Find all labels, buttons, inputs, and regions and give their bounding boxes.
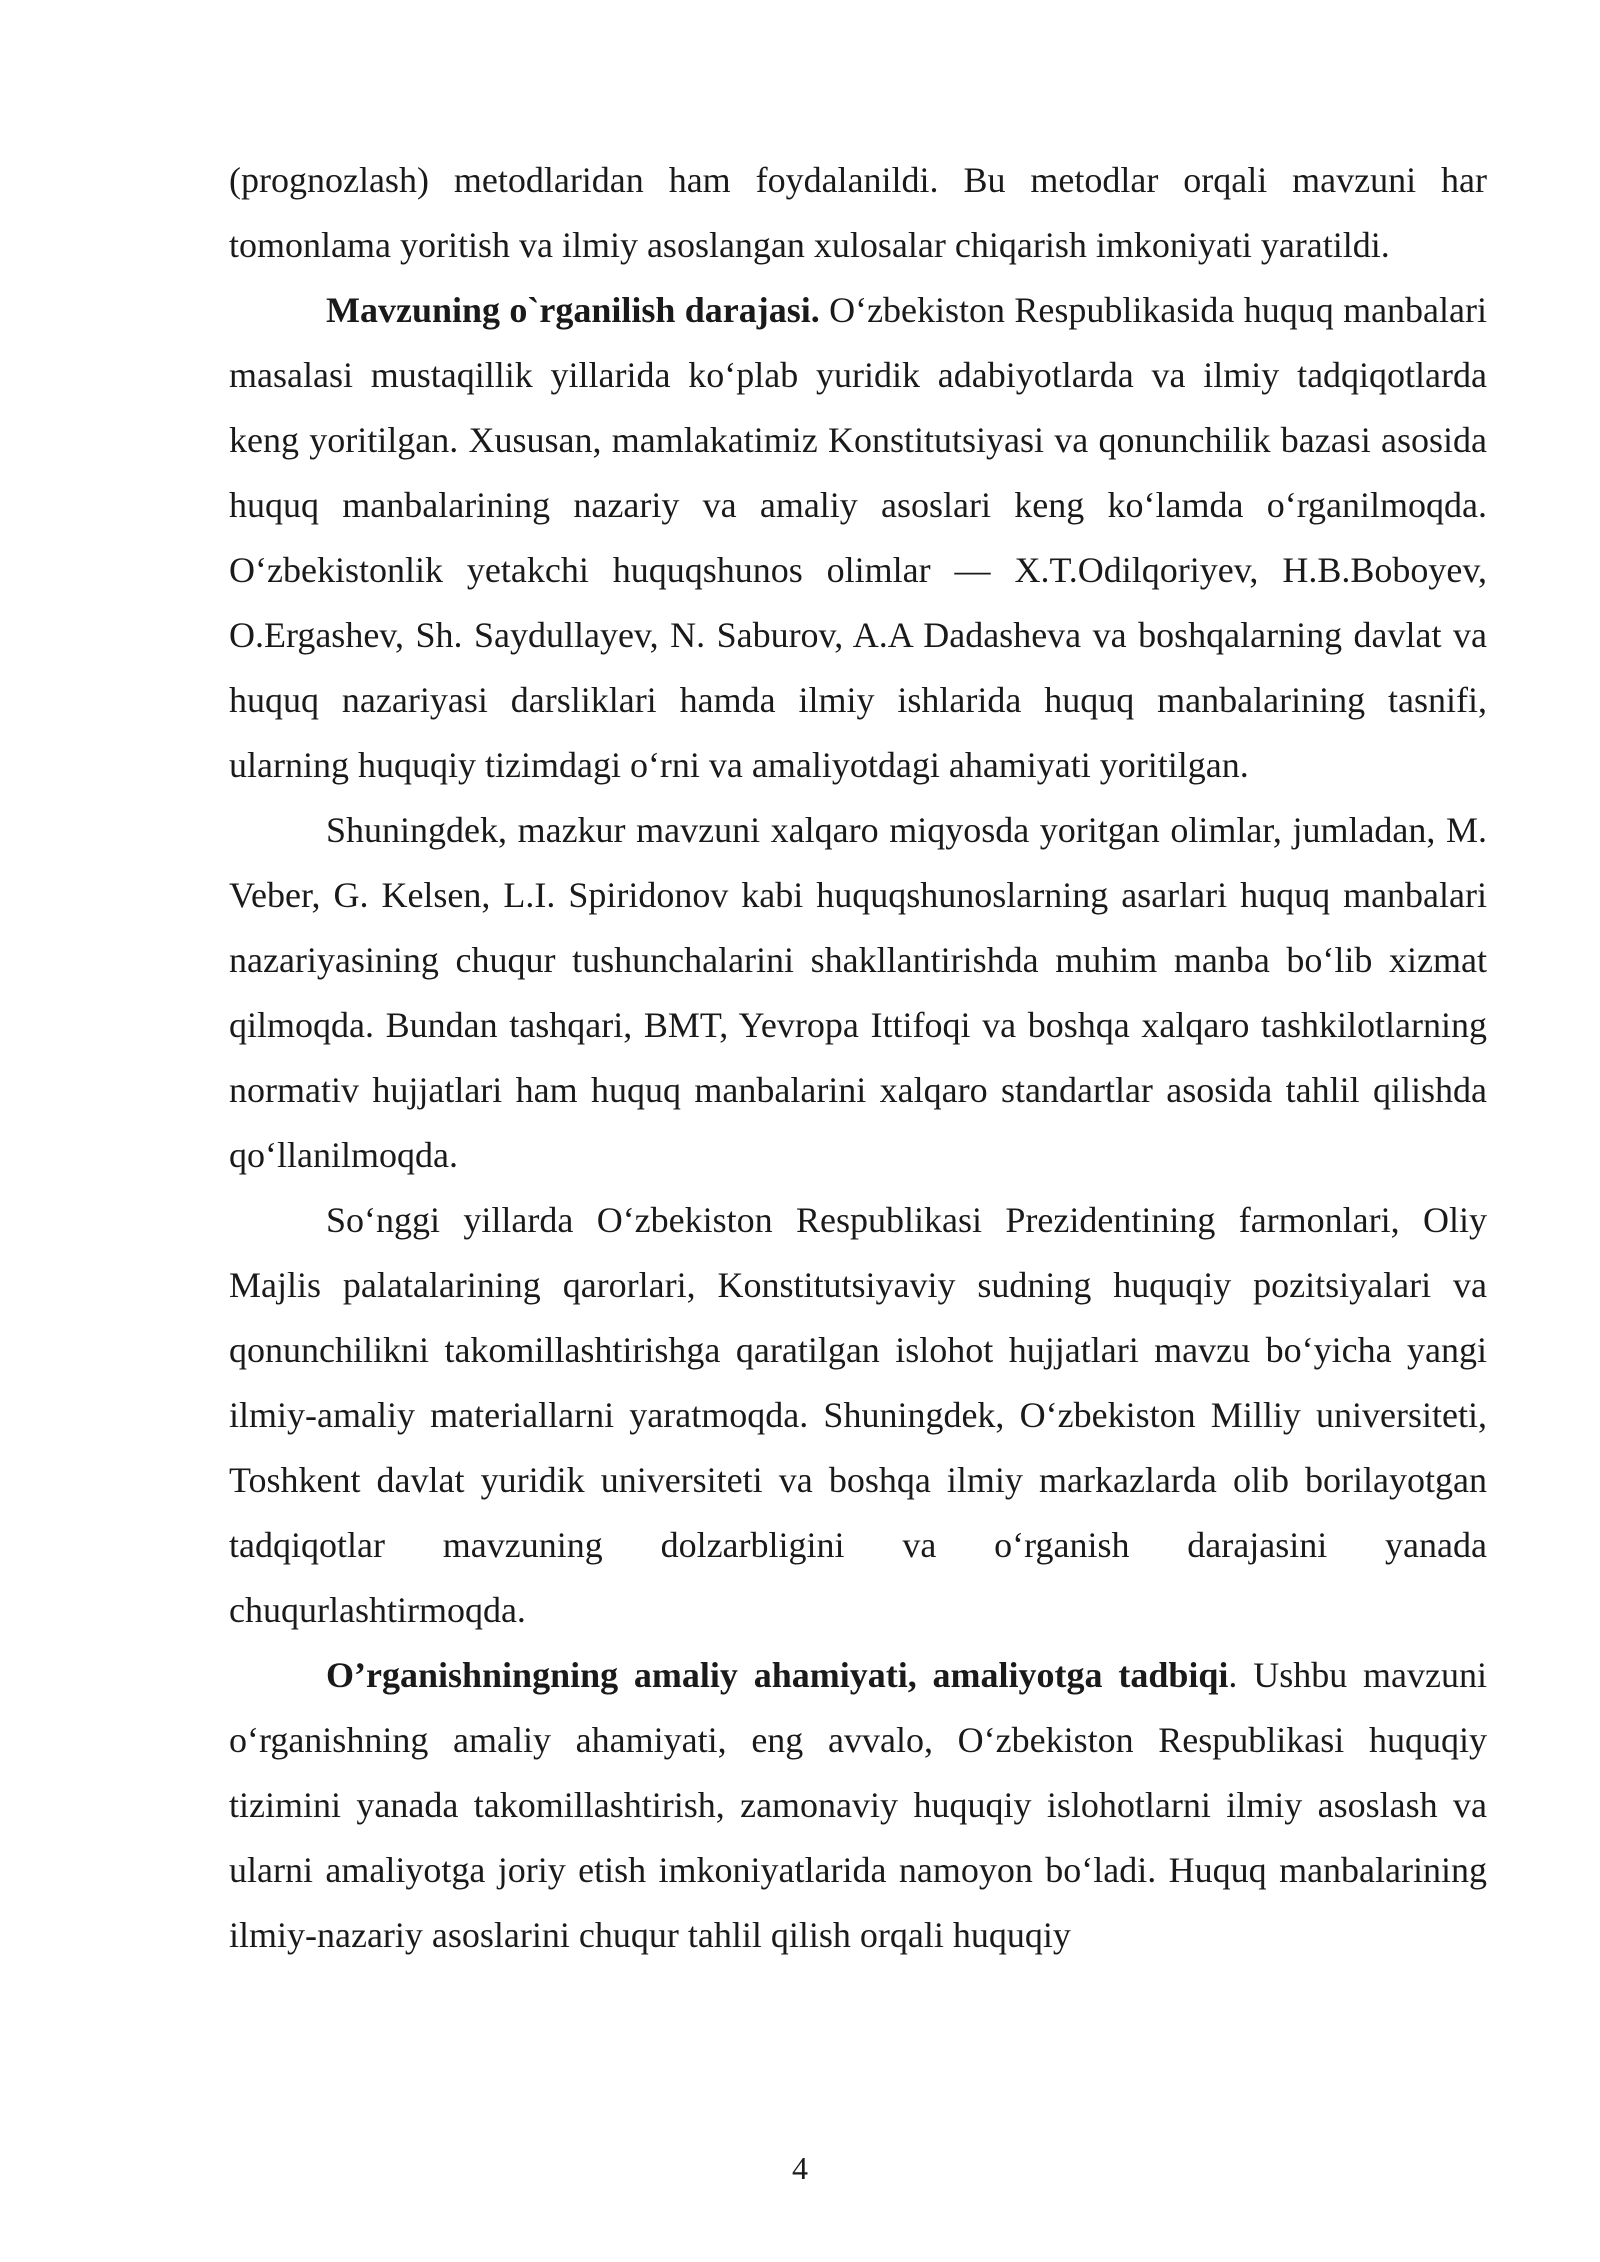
page-number: 4: [792, 2150, 808, 2186]
paragraph-songgi-yillarda: [229, 1188, 1487, 1643]
paragraph-xalqaro-olimlar: [229, 798, 1487, 1188]
paragraph-text: . Ushbu mavzuni o‘rganishning amaliy ahamiyati, eng avvalo, O‘zbekiston Respublikasi huquqiy tizimini yanada takomillashtirish, zamonaviy huquqiy islohotlarni ilmiy asoslash va ularni amaliyotga joriy etish imkoniyatlarida namoyon bo‘ladi. Huquq manbalarining ilmiy-nazariy asoslarini chuqur tahlil qilish orqali huquqiy: [229, 1655, 1487, 1955]
paragraph-organilish-darajasi: [229, 278, 1487, 798]
paragraph-text: Shuningdek, mazkur mavzuni xalqaro miqyosda yoritgan olimlar, jumladan, M. Veber, G. Kelsen, L.I. Spiridonov kabi huquqshunoslarning asarlari huquq manbalari nazariyasining chuqur tushunchalarini shakllantirishda muhim manba bo‘lib xizmat qilmoqda. Bundan tashqari, BMT, Yevropa Ittifoqi va boshqa xalqaro tashkilotlarning normativ hujjatlari ham huquq manbalarini xalqaro standartlar asosida tahlil qilishda qo‘llanilmoqda.: [229, 810, 1487, 1175]
paragraph-heading: O’rganishningning amaliy ahamiyati, amaliyotga tadbiqi: [326, 1655, 1229, 1695]
paragraph-heading: Mavzuning o`rganilish darajasi.: [326, 290, 820, 330]
paragraph-prognozlash: [229, 148, 1487, 278]
paragraph-text: So‘nggi yillarda O‘zbekiston Respublikasi Prezidentining farmonlari, Oliy Majlis palatalarining qarorlari, Konstitutsiyaviy sudning huquqiy pozitsiyalari va qonunchilikni takomillashtirishga qaratilgan islohot hujjatlari mavzu bo‘yicha yangi ilmiy-amaliy materiallarni yaratmoqda. Shuningdek, O‘zbekiston Milliy universiteti, Toshkent davlat yuridik universiteti va boshqa ilmiy markazlarda olib borilayotgan tadqiqotlar mavzuning dolzarbligini va o‘rganish darajasini yanada chuqurlashtirmoqda.: [229, 1200, 1487, 1630]
paragraph-amaliy-ahamiyati: [229, 1643, 1487, 1968]
document-body: [229, 148, 1487, 1968]
paragraph-text: O‘zbekiston Respublikasida huquq manbalari masalasi mustaqillik yillarida ko‘plab yuridik adabiyotlarda va ilmiy tadqiqotlarda keng yoritilgan. Xususan, mamlakatimiz Konstitutsiyasi va qonunchilik bazasi asosida huquq manbalarining nazariy va amaliy asoslari keng ko‘lamda o‘rganilmoqda. O‘zbekistonlik yetakchi huquqshunos olimlar — X.T.Odilqoriyev, H.B.Boboyev, O.Ergashev, Sh. Saydullayev, N. Saburov, A.A Dadasheva va boshqalarning davlat va huquq nazariyasi darsliklari hamda ilmiy ishlarida huquq manbalarining tasnifi, ularning huquqiy tizimdagi o‘rni va amaliyotdagi ahamiyati yoritilgan.: [229, 290, 1487, 785]
paragraph-text: (prognozlash) metodlaridan ham foydalanildi. Bu metodlar orqali mavzuni har tomonlama yoritish va ilmiy asoslangan xulosalar chiqarish imkoniyati yaratildi.: [229, 160, 1487, 265]
